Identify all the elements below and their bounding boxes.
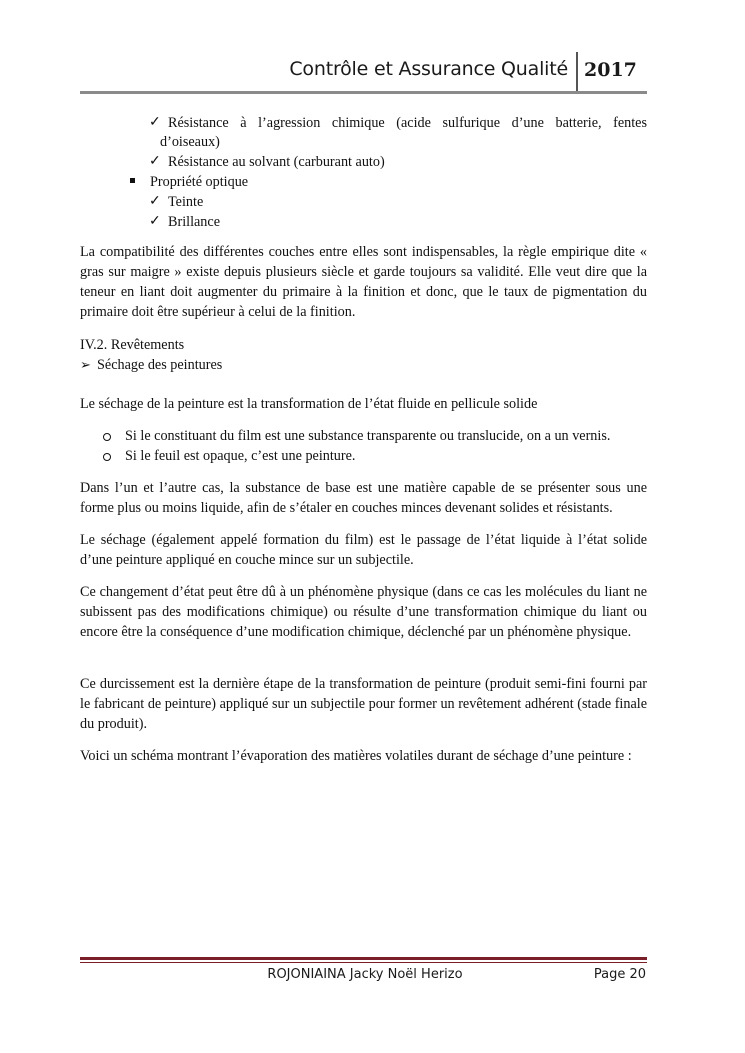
footer-rule-thin <box>80 962 647 963</box>
list-item-line2: d’oiseaux) <box>160 134 220 150</box>
paragraph: La compatibilité des différentes couches entre elles sont indispensables, la règle empirique dite « gras sur maigre » existe depuis plusieurs siècle et garde toujours sa validité. Elle veut dire que la teneur en liant doit augmenter du primaire à la finition et donc, que le taux de pigmentation du primaire doit être supérieur à celui de la finition. <box>80 244 647 320</box>
list-item-line1: Résistance à l’agression chimique (acide sulfurique d’une batterie, fentes <box>168 115 647 131</box>
header-year: 2017 <box>584 59 637 81</box>
paragraph: Le séchage (également appelé formation du film) est le passage de l’état liquide à l’état solide d’une peinture appliqué en couche mince sur un subjectile. <box>80 532 647 568</box>
header-rule <box>80 91 647 94</box>
square-bullet-icon <box>130 178 135 183</box>
header-separator <box>576 52 578 92</box>
list-item: Si le constituant du film est une substance transparente ou translucide, on a un vernis. <box>125 428 611 444</box>
section-heading: IV.2. Revêtements <box>80 337 185 353</box>
list-item: Brillance <box>168 214 220 230</box>
list-item: Teinte <box>168 194 204 210</box>
paragraph: Dans l’un et l’autre cas, la substance de base est une matière capable de se présenter sous une forme plus ou moins liquide, afin de s’étaler en couches minces devenant solides et résistants. <box>80 480 647 516</box>
circle-bullet-icon <box>103 433 111 441</box>
check-icon: ✓ <box>149 214 161 229</box>
check-icon: ✓ <box>149 154 161 169</box>
arrow-bullet-icon: ➢ <box>80 357 91 372</box>
paragraph: Le séchage de la peinture est la transformation de l’état fluide en pellicule solide <box>80 396 538 412</box>
paragraph: Ce durcissement est la dernière étape de la transformation de peinture (produit semi-fini fourni par le fabricant de peinture) appliqué sur un subjectile pour former un revêtement adhérent (stade finale du produit). <box>80 676 647 732</box>
footer-page-number: Page 20 <box>593 967 646 982</box>
circle-bullet-icon <box>103 453 111 461</box>
check-icon: ✓ <box>149 115 161 130</box>
header-title: Contrôle et Assurance Qualité <box>289 58 568 80</box>
list-item: Résistance au solvant (carburant auto) <box>168 154 385 170</box>
list-item-heading: Propriété optique <box>150 174 249 190</box>
list-item: Si le feuil est opaque, c’est une peinture. <box>125 448 356 464</box>
subsection-heading: Séchage des peintures <box>97 357 223 373</box>
paragraph: Voici un schéma montrant l’évaporation des matières volatiles durant de séchage d’une peinture : <box>80 748 632 764</box>
paragraph: Ce changement d’état peut être dû à un phénomène physique (dans ce cas les molécules du liant ne subissent pas des modifications chimique) ou résulte d’une transformation chimique du liant ou encore être la conséquence d’une modification chimique, déclenché par un phénomène physique. <box>80 584 647 640</box>
footer-rule <box>80 957 647 960</box>
check-icon: ✓ <box>149 194 161 209</box>
footer-author: ROJONIAINA Jacky Noël Herizo <box>267 967 463 982</box>
